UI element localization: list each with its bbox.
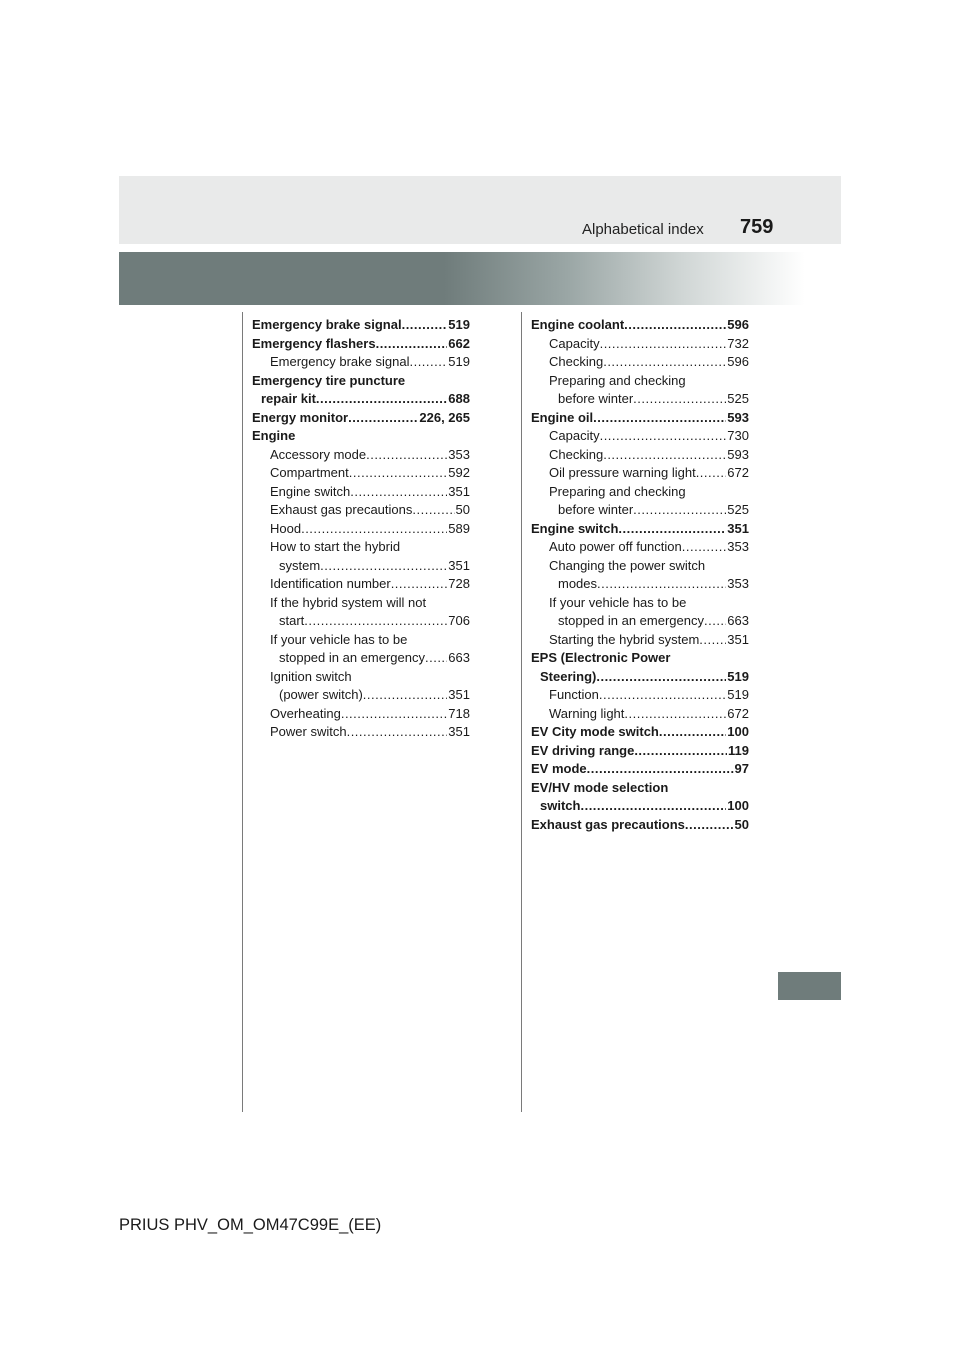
- index-entry: [531, 557, 749, 576]
- index-entry-term: If the hybrid system will not: [270, 594, 427, 610]
- dot-leader: [580, 797, 726, 816]
- right-column-rule: [521, 312, 522, 1112]
- index-entry-term: (power switch): [279, 687, 363, 702]
- index-entry: [531, 816, 749, 835]
- dot-leader: [633, 501, 726, 520]
- index-entry: [252, 538, 470, 557]
- dot-leader: [402, 316, 448, 335]
- index-entry: [531, 353, 749, 372]
- index-entry-page: 353: [727, 539, 749, 554]
- index-entry: [531, 649, 749, 668]
- index-entry-page: 226, 265: [419, 409, 470, 425]
- index-entry: [252, 483, 470, 502]
- index-entry-term: Emergency brake signal: [270, 354, 410, 369]
- dot-leader: [599, 686, 726, 705]
- dot-leader: [349, 464, 448, 483]
- left-column-rule: [242, 312, 243, 1112]
- index-entry-term: Overheating: [270, 705, 341, 721]
- index-entry-page: 706: [448, 613, 470, 628]
- index-entry: [531, 612, 749, 631]
- dot-leader: [316, 390, 447, 409]
- index-entry-page: 351: [727, 520, 749, 536]
- index-entry-page: 351: [448, 687, 470, 702]
- index-entry-page: 592: [448, 465, 470, 480]
- index-entry-term: Engine coolant: [531, 317, 625, 332]
- index-entry: [531, 668, 749, 687]
- index-entry: [531, 372, 749, 391]
- index-entry: [531, 520, 749, 539]
- index-entry: [252, 723, 470, 742]
- index-entry: [531, 797, 749, 816]
- section-title: Alphabetical index: [582, 221, 704, 238]
- index-entry: [531, 760, 749, 779]
- index-entry-term: stopped in an emergency: [279, 650, 425, 665]
- index-entry-page: 596: [727, 317, 749, 332]
- index-entry-page: 50: [455, 502, 470, 517]
- dot-leader: [341, 705, 447, 724]
- index-entry: [252, 649, 470, 668]
- index-entry-term: Engine oil: [531, 409, 594, 425]
- index-entry-term: EV mode: [531, 761, 587, 776]
- index-entry: [252, 631, 470, 650]
- document-code-footer: PRIUS PHV_OM_OM47C99E_(EE): [119, 1216, 382, 1234]
- dot-leader: [596, 668, 726, 687]
- index-entry-term: Function: [549, 687, 599, 702]
- index-entry-term: Oil pressure warning light: [549, 465, 696, 480]
- index-entry-term: Compartment: [270, 465, 349, 480]
- index-entry-page: 663: [448, 650, 470, 665]
- index-entry-term: Power switch: [270, 724, 347, 739]
- index-entry-term: Starting the hybrid system: [549, 631, 700, 647]
- index-entry-term: Accessory mode: [270, 446, 367, 462]
- index-entry: [252, 390, 470, 409]
- dot-leader: [600, 335, 727, 354]
- index-entry: [252, 353, 470, 372]
- index-entry-page: 525: [727, 391, 749, 406]
- dot-leader: [348, 409, 418, 428]
- index-entry: [252, 464, 470, 483]
- dot-leader: [685, 816, 734, 835]
- index-entry-term: Identification number: [270, 576, 391, 591]
- index-entry-term: If your vehicle has to be: [270, 631, 408, 647]
- index-entry-page: 732: [727, 335, 749, 351]
- index-entry-term: EV driving range: [531, 742, 635, 758]
- index-entry: [531, 464, 749, 483]
- index-entry: [252, 520, 470, 539]
- index-entry-page: 351: [448, 483, 470, 499]
- index-entry: [252, 446, 470, 465]
- dot-leader: [699, 631, 726, 650]
- index-entry: [531, 575, 749, 594]
- index-entry: [531, 538, 749, 557]
- index-entry-page: 519: [727, 687, 749, 702]
- index-entry: [531, 427, 749, 446]
- index-entry: [531, 316, 749, 335]
- index-entry-term: before winter: [558, 502, 634, 517]
- section-tab-marker: [778, 972, 841, 1000]
- index-entry: [531, 335, 749, 354]
- dot-leader: [597, 575, 726, 594]
- index-entry-page: 688: [448, 391, 470, 406]
- index-entry-term: Checking: [549, 446, 604, 462]
- dot-leader: [347, 723, 448, 742]
- index-entry: [252, 316, 470, 335]
- index-entry: [252, 612, 470, 631]
- index-entry-page: 353: [448, 446, 470, 462]
- dot-leader: [412, 501, 454, 520]
- index-entry-term: Emergency tire puncture: [252, 372, 406, 388]
- index-entry: [252, 686, 470, 705]
- index-entry-term: before winter: [558, 391, 634, 406]
- index-entry: [531, 483, 749, 502]
- index-entry: [531, 409, 749, 428]
- index-entry-term: repair kit: [261, 391, 316, 406]
- index-entry-term: Emergency brake signal: [252, 317, 402, 332]
- index-entry-page: 593: [727, 409, 749, 425]
- dot-leader: [659, 723, 726, 742]
- index-entry-page: 100: [727, 724, 749, 739]
- dot-leader: [618, 520, 726, 539]
- index-entry-term: switch: [540, 798, 581, 813]
- dot-leader: [593, 409, 726, 428]
- index-entry: [531, 446, 749, 465]
- dot-leader: [624, 316, 726, 335]
- dot-leader: [425, 649, 447, 668]
- index-entry-term: Warning light: [549, 705, 625, 721]
- index-entry-term: Exhaust gas precautions: [531, 816, 685, 832]
- index-entry-page: 728: [448, 576, 470, 591]
- index-entry: [252, 501, 470, 520]
- index-column-right: [531, 316, 749, 834]
- dot-leader: [696, 464, 727, 483]
- index-entry: [252, 668, 470, 687]
- index-entry-page: 672: [727, 705, 749, 721]
- index-entry-page: 525: [727, 502, 749, 517]
- index-entry-page: 596: [727, 354, 749, 369]
- dot-leader: [409, 353, 447, 372]
- dot-leader: [391, 575, 448, 594]
- index-entry-term: Emergency flashers: [252, 335, 376, 351]
- index-entry-page: 589: [448, 520, 470, 536]
- dot-leader: [603, 446, 726, 465]
- index-entry-page: 593: [727, 446, 749, 462]
- index-entry: [531, 723, 749, 742]
- index-entry: [531, 686, 749, 705]
- index-entry-page: 663: [727, 613, 749, 628]
- dot-leader: [587, 760, 734, 779]
- dot-leader: [624, 705, 726, 724]
- index-entry: [531, 705, 749, 724]
- index-entry: [252, 575, 470, 594]
- index-entry-term: Engine switch: [531, 520, 619, 536]
- index-entry-term: Capacity: [549, 428, 600, 443]
- index-entry-page: 662: [448, 335, 470, 351]
- index-entry: [252, 594, 470, 613]
- dot-leader: [682, 538, 727, 557]
- dot-leader: [363, 686, 448, 705]
- index-entry-term: Ignition switch: [270, 668, 352, 684]
- index-column-left: [252, 316, 470, 742]
- index-entry-term: Hood: [270, 520, 302, 536]
- dot-leader: [350, 483, 447, 502]
- index-entry: [252, 335, 470, 354]
- index-entry: [531, 501, 749, 520]
- index-entry-term: Preparing and checking: [549, 483, 686, 499]
- index-entry-term: Energy monitor: [252, 409, 349, 425]
- index-entry-page: 97: [734, 761, 749, 776]
- index-entry-page: 351: [727, 631, 749, 647]
- index-entry-term: How to start the hybrid: [270, 539, 401, 554]
- index-entry-term: Checking: [549, 354, 604, 369]
- index-entry-page: 351: [448, 557, 470, 573]
- index-entry: [252, 372, 470, 391]
- index-entry-page: 730: [727, 428, 749, 443]
- dot-leader: [320, 557, 447, 576]
- index-entry: [531, 631, 749, 650]
- dot-leader: [633, 390, 726, 409]
- index-entry: [252, 557, 470, 576]
- index-entry-page: 100: [727, 798, 749, 813]
- index-entry: [531, 779, 749, 798]
- index-entry-page: 351: [448, 724, 470, 739]
- index-entry-term: modes: [558, 576, 598, 591]
- index-entry-term: If your vehicle has to be: [549, 594, 687, 610]
- dot-leader: [301, 520, 447, 539]
- index-entry-term: system: [279, 557, 321, 573]
- dot-leader: [704, 612, 726, 631]
- index-entry: [252, 409, 470, 428]
- dot-leader: [366, 446, 447, 465]
- index-entry: [531, 742, 749, 761]
- index-entry-term: Steering): [540, 668, 597, 684]
- index-entry-term: Engine switch: [270, 483, 351, 499]
- index-entry-term: EV/HV mode selection: [531, 779, 669, 795]
- page-number: 759: [740, 216, 774, 238]
- index-entry-term: Preparing and checking: [549, 372, 686, 388]
- index-entry: [531, 390, 749, 409]
- index-entry-page: 519: [448, 354, 470, 369]
- index-entry-term: start: [279, 613, 305, 628]
- index-entry-page: 519: [727, 668, 749, 684]
- index-entry: [252, 705, 470, 724]
- index-entry-term: stopped in an emergency: [558, 613, 704, 628]
- index-entry-term: Changing the power switch: [549, 557, 706, 573]
- index-entry-page: 50: [734, 816, 749, 832]
- dot-leader: [634, 742, 727, 761]
- header-band: [119, 176, 841, 244]
- index-entry-page: 519: [448, 317, 470, 332]
- dot-leader: [603, 353, 726, 372]
- index-entry-term: EV City mode switch: [531, 724, 659, 739]
- index-entry-term: Auto power off function: [549, 539, 682, 554]
- dot-leader: [376, 335, 448, 354]
- dot-leader: [304, 612, 447, 631]
- index-entry-page: 718: [448, 705, 470, 721]
- dot-leader: [600, 427, 727, 446]
- index-entry-term: Capacity: [549, 335, 600, 351]
- index-entry-page: 353: [727, 576, 749, 591]
- index-entry-page: 119: [728, 742, 749, 758]
- index-entry: [531, 594, 749, 613]
- index-entry-term: EPS (Electronic Power: [531, 650, 671, 665]
- index-entry-term: Exhaust gas precautions: [270, 502, 413, 517]
- index-entry: [252, 427, 470, 446]
- index-entry-page: 672: [727, 465, 749, 480]
- index-entry-term: Engine: [252, 428, 296, 443]
- decorative-gradient-bar: [119, 252, 841, 305]
